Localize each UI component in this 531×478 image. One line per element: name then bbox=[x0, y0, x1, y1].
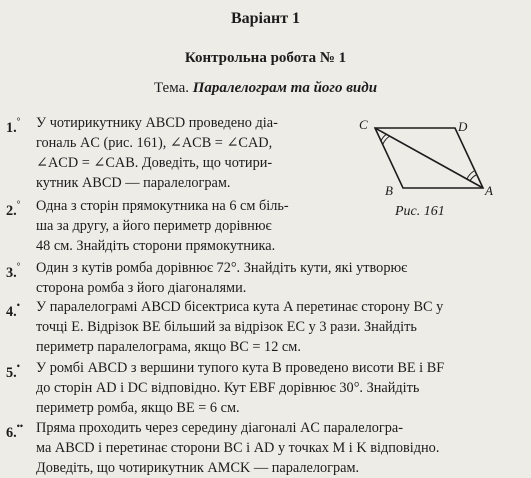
problem-line: 48 см. Знайдіть сторони прямокутника. bbox=[36, 238, 276, 254]
problem-number: 2.° bbox=[6, 199, 21, 219]
topic-prefix: Тема. bbox=[153, 80, 189, 96]
problem-line: У ромбі ABCD з вершини тупого кута B проведено висоти BE і BF bbox=[36, 360, 445, 376]
problem-text bbox=[36, 297, 526, 357]
angle-arc-a bbox=[470, 175, 476, 181]
problem-number: 1.° bbox=[6, 116, 21, 136]
problem-line: периметр ромба, якщо BE = 6 см. bbox=[36, 400, 240, 416]
problem-line: кутник ABCD — паралелограм. bbox=[36, 175, 231, 191]
topic-name: Паралелограм та його види bbox=[192, 80, 378, 96]
vertex-label-d: D bbox=[458, 119, 468, 134]
problem-number: 6.•• bbox=[6, 421, 24, 441]
problem-text bbox=[36, 418, 526, 478]
problem-text bbox=[36, 258, 526, 298]
problem-line: Один з кутів ромба дорівнює 72°. Знайдіть кути, які утворює bbox=[36, 260, 408, 276]
problem-line: до сторін AD і DC відповідно. Кут EBF дорівнює 30°. Знайдіть bbox=[36, 380, 420, 396]
problem-line: У паралелограмі ABCD бісектриса кута A перетинає сторону BC у bbox=[36, 299, 444, 315]
figure-caption: Рис. 161 bbox=[395, 204, 445, 219]
problem-number: 5.• bbox=[6, 361, 20, 381]
angle-arc-c bbox=[381, 134, 387, 141]
problem-number: 4.• bbox=[6, 300, 20, 320]
diagonal-ac bbox=[375, 128, 483, 188]
vertex-label-a: A bbox=[485, 183, 493, 198]
problem-line: ша за другу, а його периметр дорівнює bbox=[36, 218, 272, 234]
variant-heading: Варіант 1 bbox=[230, 10, 301, 27]
problem-line: ∠ACD = ∠CAB. Доведіть, що чотири- bbox=[36, 155, 273, 171]
angle-arc-c-double bbox=[383, 136, 390, 144]
vertex-label-c: C bbox=[359, 117, 368, 132]
problem-line: У чотирикутнику ABCD проведено діа- bbox=[36, 115, 278, 131]
problem-line: Одна з сторін прямокутника на 6 см біль- bbox=[36, 198, 289, 214]
problem-text bbox=[36, 358, 526, 418]
problem-line: гональ AC (рис. 161), ∠ACB = ∠CAD, bbox=[36, 135, 273, 151]
problem-text bbox=[36, 196, 326, 256]
vertex-label-b: B bbox=[385, 183, 393, 198]
problem-line: Доведіть, що чотирикутник AMCK — паралелограм. bbox=[36, 460, 360, 476]
problem-line: Пряма проходить через середину діагоналі AC паралелогра- bbox=[36, 420, 403, 436]
topic-line bbox=[0, 80, 531, 97]
problem-text bbox=[36, 113, 326, 193]
problem-number: 3.° bbox=[6, 261, 21, 281]
test-title: Контрольна робота № 1 bbox=[184, 50, 347, 66]
problem-line: периметр паралелограма, якщо BC = 12 см. bbox=[36, 339, 301, 355]
problem-line: точці E. Відрізок BE більший за відрізок EC у 3 рази. Знайдіть bbox=[36, 319, 417, 335]
problem-line: ма ABCD і перетинає сторони BC і AD у точках M і K відповідно. bbox=[36, 440, 440, 456]
problem-line: сторона ромба з його діагоналями. bbox=[36, 280, 247, 296]
